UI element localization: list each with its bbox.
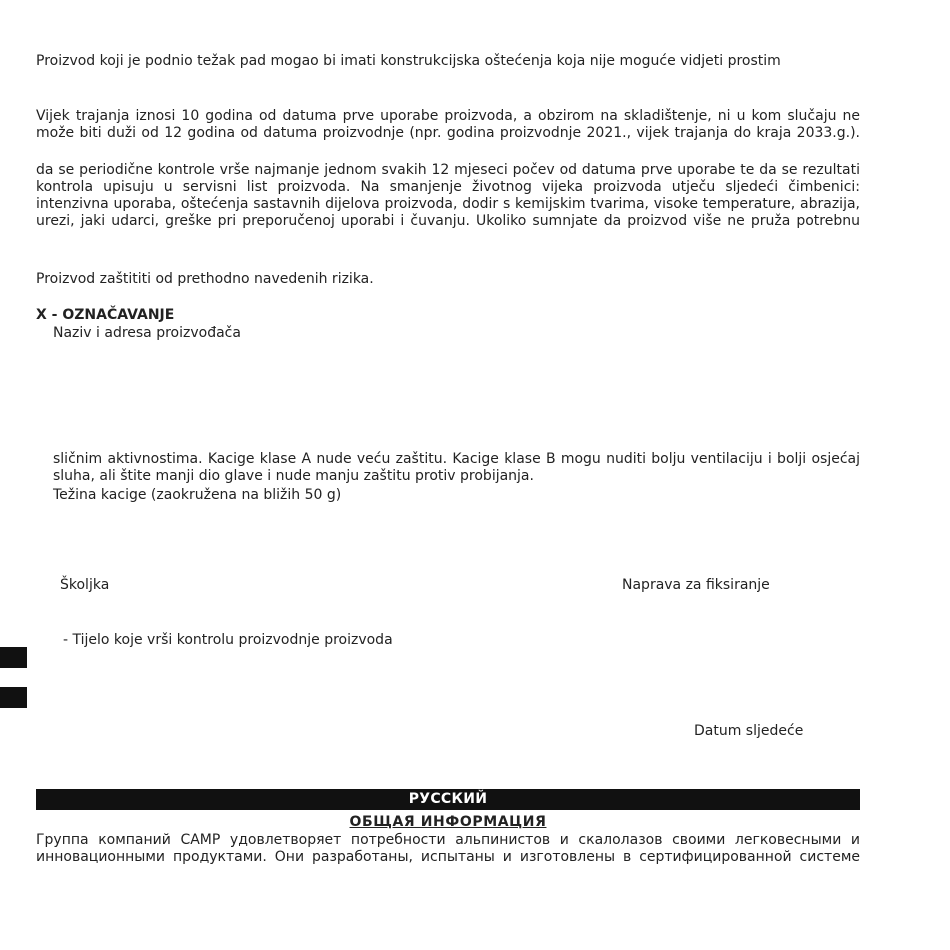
paragraph-russian-intro [36,832,860,866]
shell-label: Školjka [60,577,110,593]
paragraph-line: инновационными продуктами. Они разработаны, испытаны и изготовлены в сертифицированной системе [36,849,860,865]
paragraph-line: sluha, ali štite manji dio glave i nude manju zaštitu protiv probijanja. [53,468,534,484]
paragraph-protect: Proizvod zaštititi od prethodno navedenih rizika. [36,271,374,287]
helmet-weight-label: Težina kacige (zaokružena na bližih 50 g) [53,487,342,503]
paragraph-line: Группа компаний CAMP удовлетворяет потребности альпинистов и скалолазов своими легковесными и [36,832,860,848]
paragraph-lifespan [36,108,860,142]
manufacturer-label: Naziv i adresa proizvođača [53,325,241,341]
paragraph-line: urezi, jaki udarci, greške pri preporučenoj uporabi i čuvanju. Ukoliko sumnjate da proizvod više ne pruža potrebnu [36,213,860,229]
paragraph-line: intenzivna uporaba, oštećenja sastavnih dijelova proizvoda, dodir s kemijskim tvarima, visoke temperature, abrazija, [36,196,860,212]
language-header-bar: РУССКИЙ [36,789,860,810]
paragraph-line: kontrola upisuju u servisni list proizvoda. Na smanjenje životnog vijeka proizvoda utječu sljedeći čimbenici: [36,179,860,195]
section-title-general-info: ОБЩАЯ ИНФОРМАЦИЯ [349,814,547,830]
paragraph-periodic-checks [36,162,860,230]
control-body-label: - Tijelo koje vrši kontrolu proizvodnje proizvoda [63,632,393,648]
paragraph-line: može biti duži od 12 godina od datuma proizvodnje (npr. godina proizvodnje 2021., vijek trajanja do kraja 2033.g.). [36,125,860,141]
paragraph-line: sličnim aktivnostima. Kacige klase A nude veću zaštitu. Kacige klase B mogu nuditi bolju ventilaciju i bolji osjećaj [53,451,860,467]
side-tab-marker [0,687,27,708]
next-inspection-date-label: Datum sljedeće [694,723,804,739]
side-tab-marker [0,647,27,668]
paragraph-line: da se periodične kontrole vrše najmanje jednom svakih 12 mjeseci počev od datuma prve uporabe te da se rezultati [36,162,860,178]
helmet-classes-text [53,451,860,485]
paragraph-fall-damage: Proizvod koji je podnio težak pad mogao bi imati konstrukcijska oštećenja koja nije moguće vidjeti prostim [36,53,781,69]
retention-system-label: Naprava za fiksiranje [622,577,770,593]
paragraph-line: Vijek trajanja iznosi 10 godina od datuma prve uporabe proizvoda, a obzirom na skladištenje, ni u kom slučaju ne [36,108,860,124]
section-heading-marking: X - OZNAČAVANJE [36,307,175,323]
